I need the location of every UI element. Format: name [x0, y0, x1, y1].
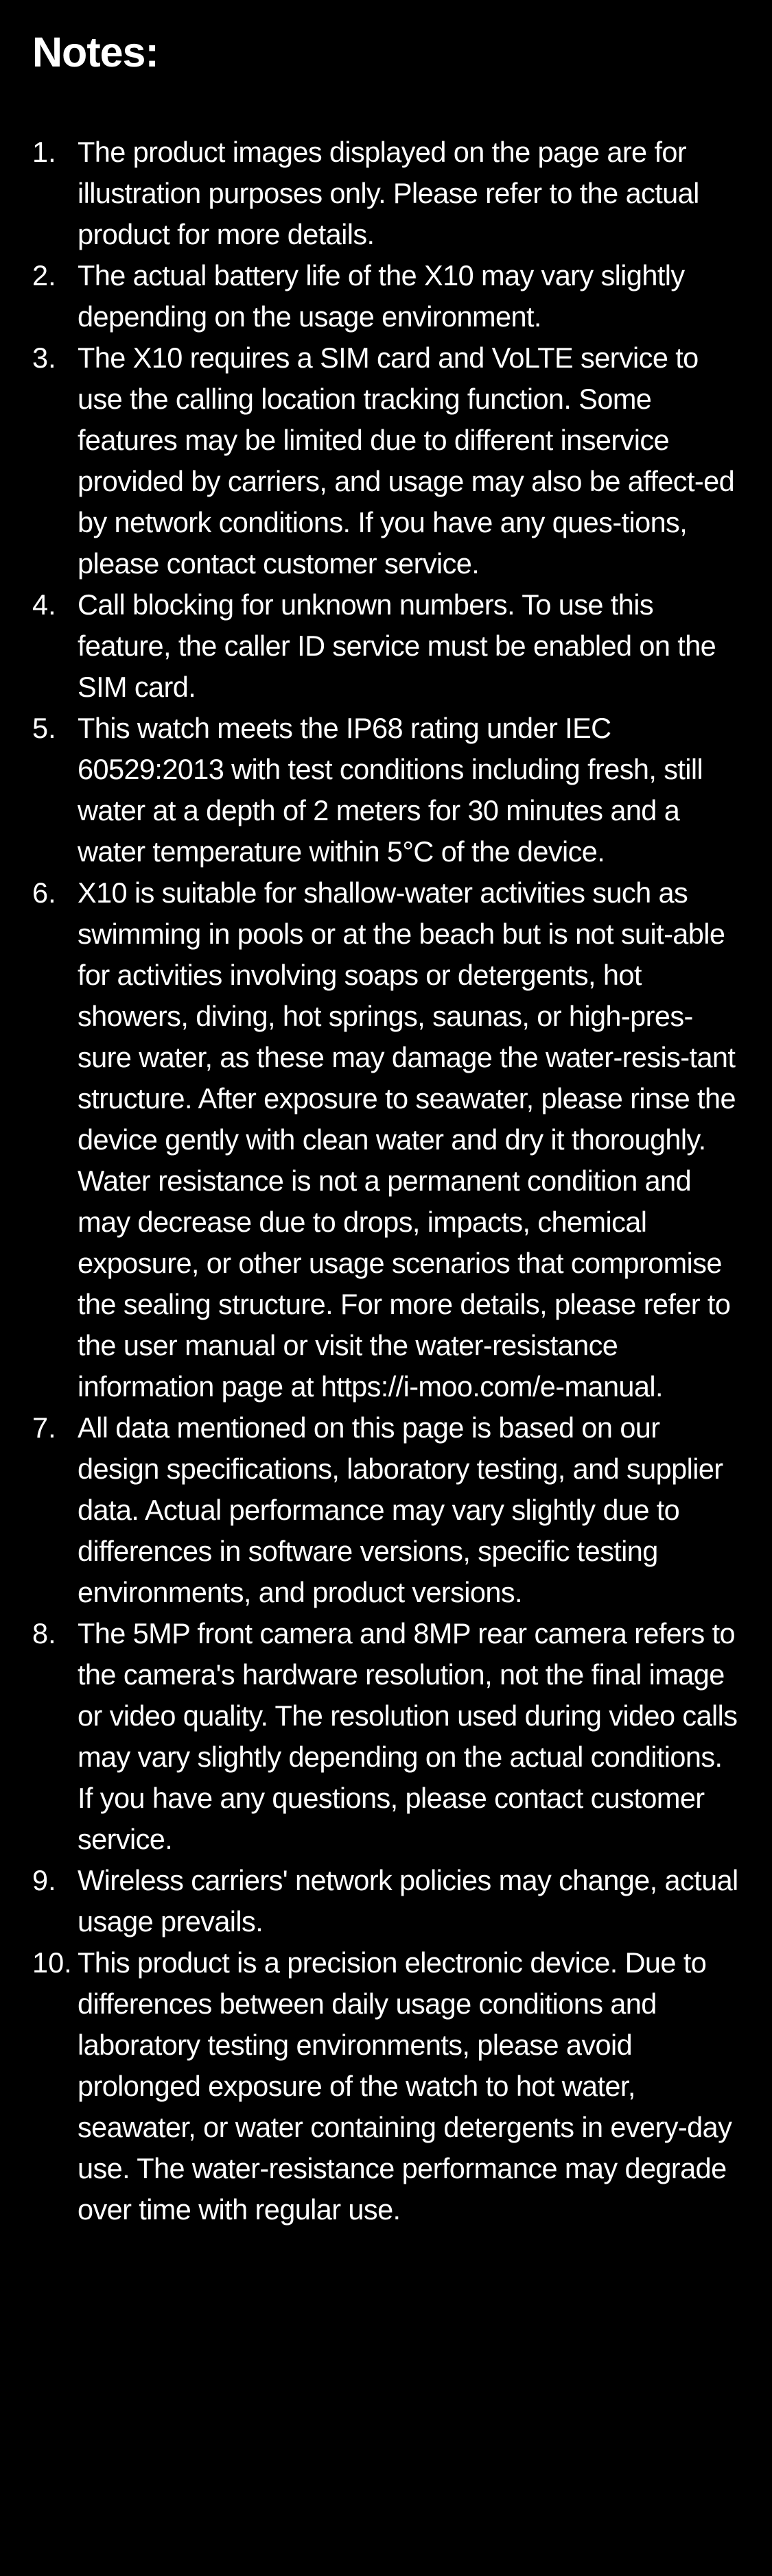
note-item [0, 584, 772, 708]
note-item [0, 255, 772, 337]
note-number: 1. [32, 136, 56, 168]
note-text: The X10 requires a SIM card and VoLTE service to use the calling location tracking function. Some features may be limited due to different inservice provided by carriers, and usage may also be affect-ed by network conditions. If you have any ques-tions, please contact customer service. [78, 342, 735, 580]
note-number: 7. [32, 1411, 56, 1444]
note-item [0, 1407, 772, 1613]
note-text: This watch meets the IP68 rating under IEC 60529:2013 with test conditions including fresh, still water at a depth of 2 meters for 30 minutes and a water temperature within 5°C of the device. [78, 712, 703, 868]
note-text: X10 is suitable for shallow-water activities such as swimming in pools or at the beach but is not suit-able for activities involving soaps or detergents, hot showers, diving, hot springs, saunas, or high-pres-sure water, as these may damage the water-resis-tant structure. After exposure to seawater, please rinse the device gently with clean water and dry it thoroughly. Water resistance is not a permanent condition and may decrease due to drops, impacts, chemical exposure, or other usage scenarios that compromise the sealing structure. For more details, please refer to the user manual or visit the water-resistance information page at https://i-moo.com/e-manual. [78, 876, 736, 1403]
note-number: 3. [32, 342, 56, 374]
note-number: 4. [32, 588, 56, 621]
note-text: Wireless carriers' network policies may change, actual usage prevails. [78, 1864, 738, 1937]
note-item [0, 708, 772, 872]
note-item [0, 1942, 772, 2230]
note-text: This product is a precision electronic device. Due to differences between daily usage conditions and laboratory testing environments, please avoid prolonged exposure of the watch to hot water, seawater, or water containing detergents in every-day use. The water-resistance performance may degrade over time with regular use. [78, 1946, 732, 2226]
note-text: The 5MP front camera and 8MP rear camera refers to the camera's hardware resolution, not the final image or video quality. The resolution used during video calls may vary slightly depending on the actual conditions. If you have any questions, please contact customer service. [78, 1617, 738, 1855]
note-number: 8. [32, 1617, 56, 1649]
note-text: The product images displayed on the page are for illustration purposes only. Please refer to the actual product for more details. [78, 136, 699, 250]
note-number: 2. [32, 259, 56, 291]
note-number: 6. [32, 876, 56, 909]
note-item [0, 872, 772, 1407]
note-text: The actual battery life of the X10 may vary slightly depending on the usage environment. [78, 259, 685, 333]
note-number: 9. [32, 1864, 56, 1896]
note-item [0, 337, 772, 584]
note-item [0, 1860, 772, 1942]
note-item [0, 132, 772, 255]
page-title: Notes: [32, 29, 159, 75]
note-text: All data mentioned on this page is based on our design specifications, laboratory testing, and supplier data. Actual performance may vary slightly due to differences in software versions, specific testing environments, and product versions. [78, 1411, 723, 1608]
notes-list [0, 132, 772, 2230]
note-number: 10. [32, 1946, 72, 1979]
note-number: 5. [32, 712, 56, 744]
note-text: Call blocking for unknown numbers. To use this feature, the caller ID service must be enabled on the SIM card. [78, 588, 716, 703]
note-item [0, 1613, 772, 1860]
